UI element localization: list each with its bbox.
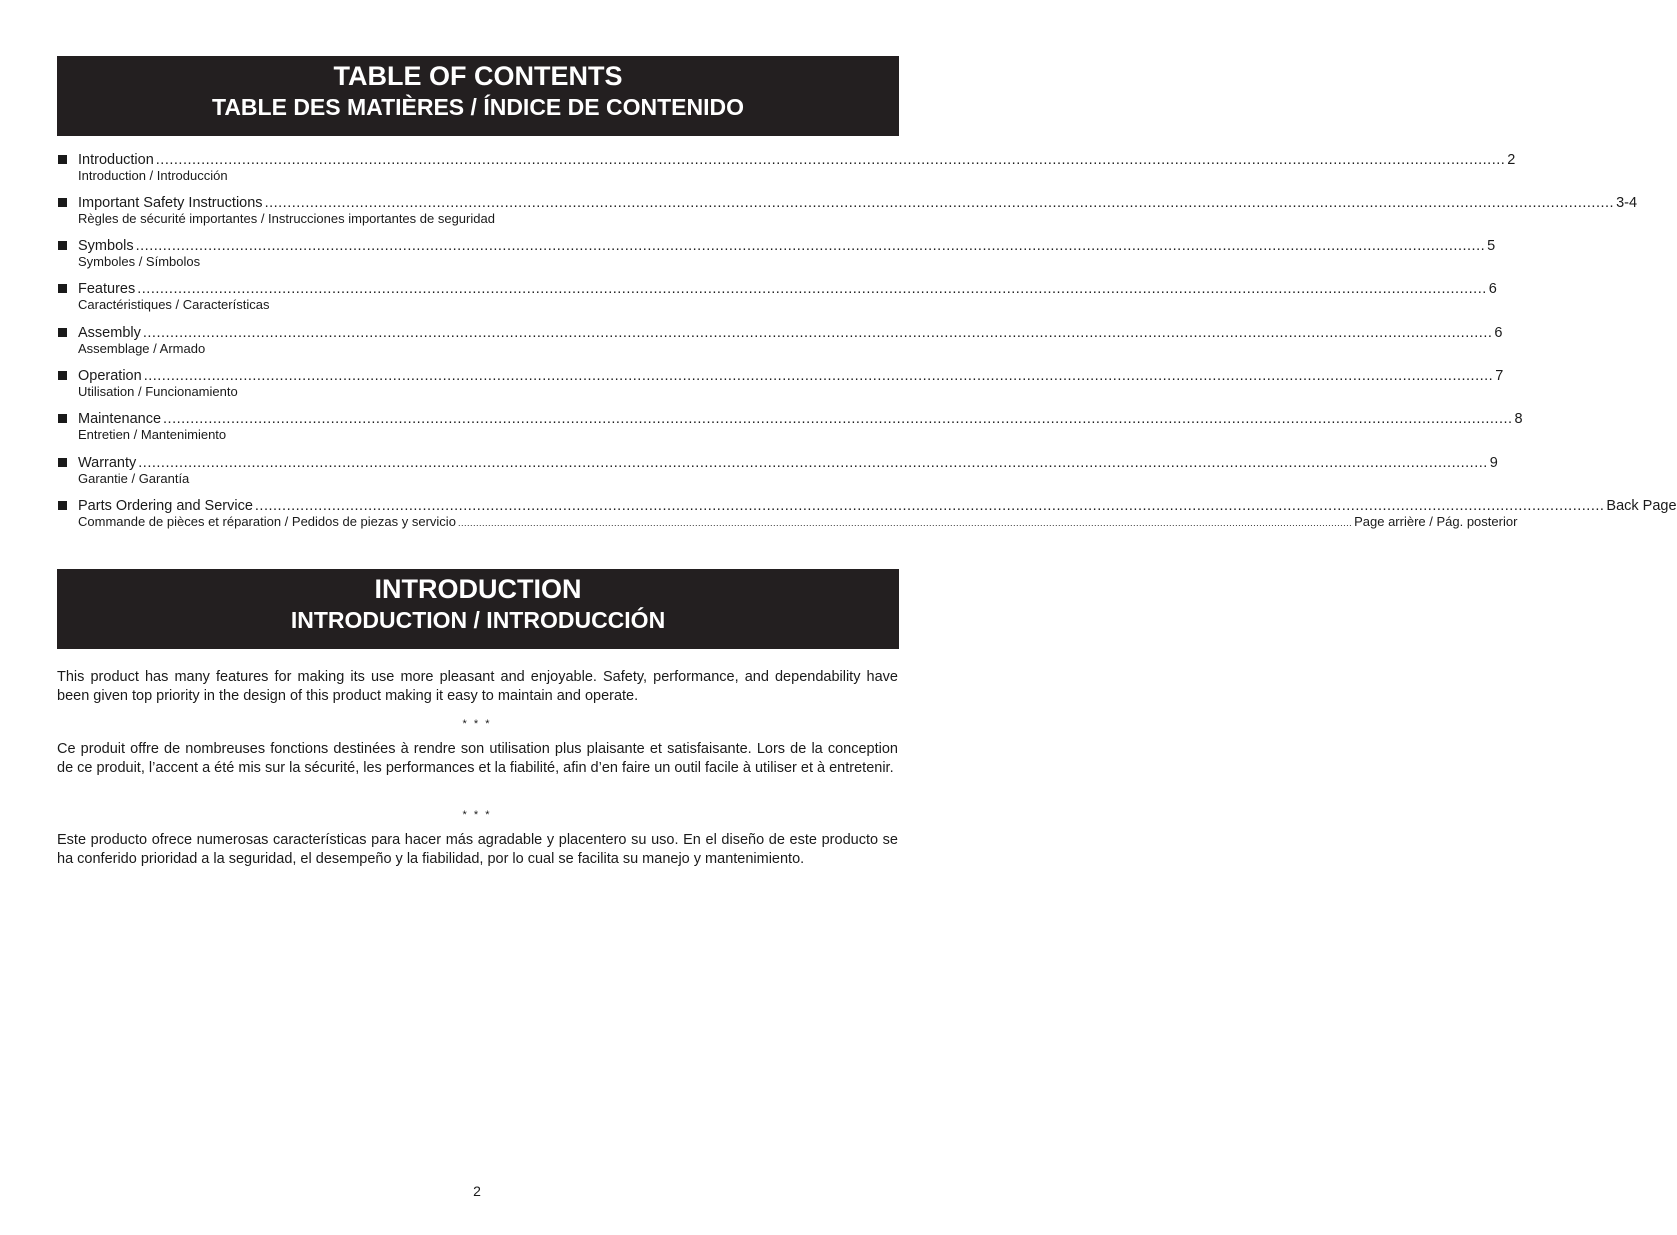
dot-leader: .......................................................................................................................................................................................................................................................................................................... [142, 325, 1493, 341]
toc-item-page: 6 [1494, 325, 1503, 341]
introduction-title: INTRODUCTION [374, 574, 582, 604]
dot-leader: .......................................................................................................................................................................................................................................................................................................... [155, 152, 1506, 168]
dot-leader: .......................................................................................................................................................................................................................................................................................................... [163, 411, 1513, 427]
toc-item-translation: Utilisation / Funcionamiento [78, 384, 238, 399]
introduction-subtitle: INTRODUCTION / INTRODUCCIÓN [290, 607, 666, 633]
introduction-paragraph-en: This product has many features for making its use more pleasant and enjoyable. Safety, performance, and dependability have been given top priority in the design of this product making it easy to maintain and operate. [57, 669, 898, 704]
bullet-square-icon [58, 501, 67, 510]
dot-leader: .......................................................................................................................................................................................................................................................................................................... [457, 518, 1353, 528]
toc-item-page: Back Page [1606, 498, 1677, 514]
toc-item-label: Maintenance [78, 411, 162, 427]
toc-item-label: Features [78, 281, 136, 297]
toc-subtitle: TABLE DES MATIÈRES / ÍNDICE DE CONTENIDO [211, 94, 744, 120]
toc-item-label: Symbols [78, 238, 134, 254]
toc-item-label: Warranty [78, 455, 137, 471]
separator-stars: * * * [462, 809, 492, 821]
toc-item-label: Introduction [78, 152, 154, 168]
introduction-paragraph-es: Este producto ofrece numerosas características para hacer más agradable y placentero su uso. En el diseño de este producto se ha conferido prioridad a la seguridad, el desempeño y la fiabilidad, por lo cual se facilita su manejo y mantenimiento. [57, 832, 898, 867]
toc-item-translation: Caractéristiques / Características [78, 297, 270, 312]
toc-item-label: Important Safety Instructions [78, 195, 263, 211]
toc-item-translation: Règles de sécurité importantes / Instrucciones importantes de seguridad [78, 211, 495, 226]
page-number: 2 [473, 1183, 481, 1199]
toc-item-page: 6 [1488, 281, 1497, 297]
toc-title: TABLE OF CONTENTS [333, 61, 623, 91]
introduction-paragraph-fr: Ce produit offre de nombreuses fonctions destinées à rendre son utilisation plus plaisante et satisfaisante. Lors de la conception de ce produit, l’accent a été mis sur la sécurité, les performances et la fiabilité, afin d’en faire un outil facile à utiliser et à entretenir. [57, 741, 898, 776]
bullet-square-icon [58, 198, 67, 207]
toc-item-page: 3-4 [1616, 195, 1638, 211]
bullet-square-icon [58, 284, 67, 293]
toc-item-translation: Introduction / Introducción [78, 168, 228, 183]
dot-leader: .......................................................................................................................................................................................................................................................................................................... [254, 498, 1605, 514]
toc-item-page: 8 [1514, 411, 1523, 427]
bullet-square-icon [58, 241, 67, 250]
dot-leader: .......................................................................................................................................................................................................................................................................................................... [143, 368, 1494, 384]
bullet-square-icon [58, 414, 67, 423]
toc-item-page: 2 [1507, 152, 1516, 168]
toc-item-label: Assembly [78, 325, 141, 341]
bullet-square-icon [58, 328, 67, 337]
dot-leader: .......................................................................................................................................................................................................................................................................................................... [135, 238, 1486, 254]
toc-item-page: 7 [1495, 368, 1504, 384]
bullet-square-icon [58, 371, 67, 380]
bullet-square-icon [58, 155, 67, 164]
toc-item-translation: Garantie / Garantía [78, 471, 190, 486]
toc-item-translation: Symboles / Símbolos [78, 254, 201, 269]
introduction-banner [57, 569, 899, 649]
separator-stars: * * * [462, 718, 492, 730]
dot-leader: .......................................................................................................................................................................................................................................................................................................... [264, 195, 1615, 211]
toc-item-label: Operation [78, 368, 142, 384]
toc-item-translation: Assemblage / Armado [78, 341, 206, 356]
dot-leader: .......................................................................................................................................................................................................................................................................................................... [137, 281, 1487, 297]
dot-leader: .......................................................................................................................................................................................................................................................................................................... [138, 455, 1488, 471]
toc-item-page: 5 [1487, 238, 1496, 254]
toc-item-page: 9 [1489, 455, 1498, 471]
toc-item-translation: Commande de pièces et réparation / Pedidos de piezas y servicio [78, 514, 456, 529]
bullet-square-icon [58, 458, 67, 467]
toc-banner [57, 56, 899, 136]
toc-item-translation: Entretien / Mantenimiento [78, 427, 227, 442]
toc-item-translation-page: Page arrière / Pág. posterior [1354, 514, 1518, 529]
toc-item-label: Parts Ordering and Service [78, 498, 253, 514]
